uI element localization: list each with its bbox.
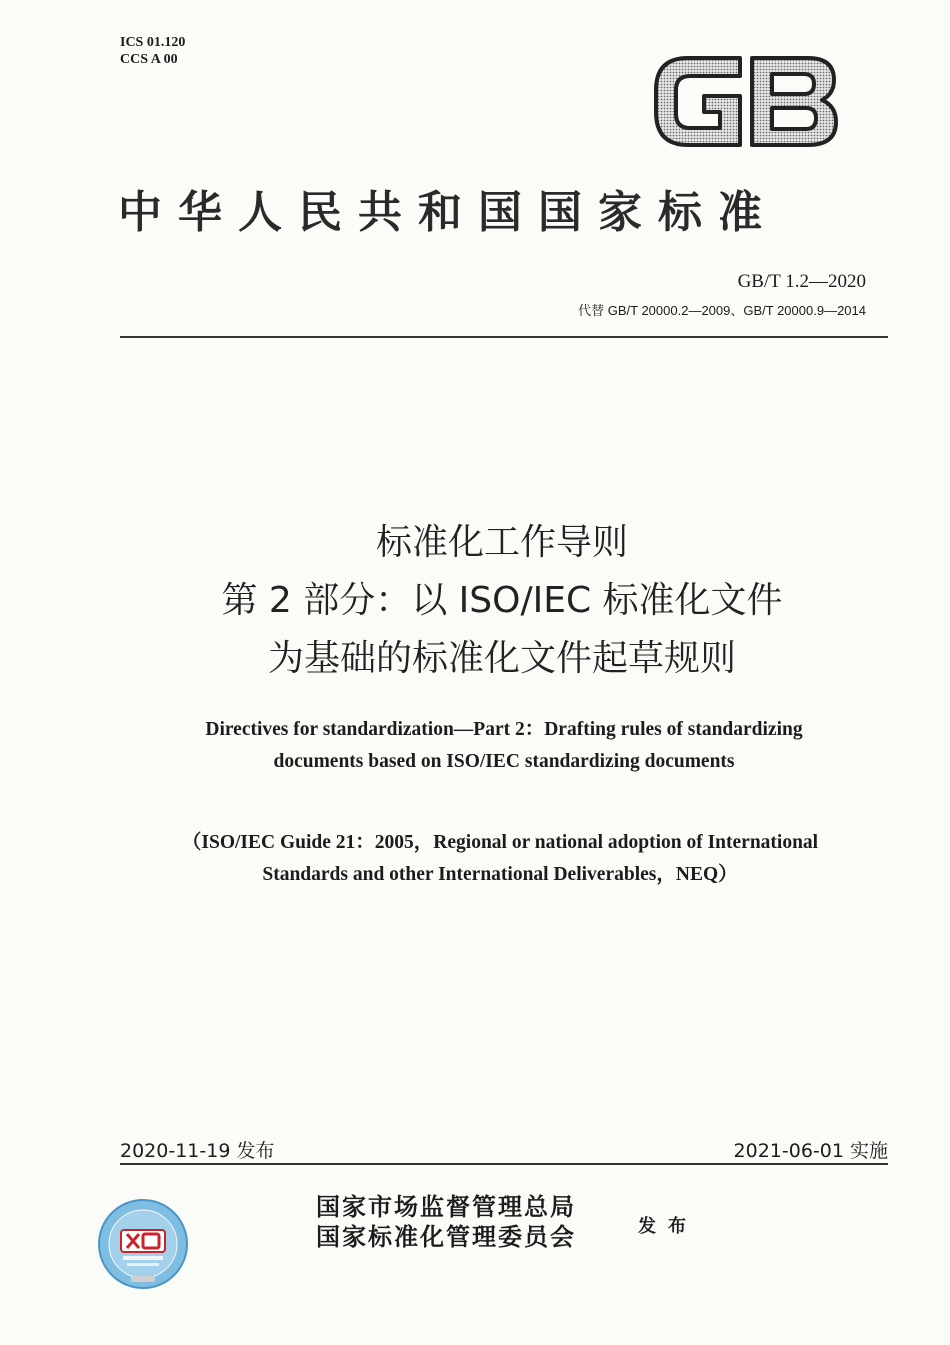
gb-logo: [648, 50, 843, 153]
adoption-note: [0, 827, 950, 891]
chinese-title-line-2: 第 2 部分：以 ISO/IEC 标准化文件: [221, 580, 783, 621]
issue-date: 2020-11-19 发布: [120, 1140, 275, 1162]
ics-code: ICS 01.120: [120, 35, 186, 50]
chinese-title: [0, 514, 950, 688]
classification-codes: [120, 34, 185, 68]
national-standard-banner: 中华人民共和国国家标准: [118, 187, 778, 238]
adoption-line-1: （ISO/IEC Guide 21：2005，Regional or national adoption of International: [181, 832, 819, 853]
english-title-line-2: documents based on ISO/IEC standardizing documents: [273, 751, 735, 772]
issuer-sac: 国家标准化管理委员会: [316, 1222, 576, 1251]
standard-number: GB/T 1.2—2020: [737, 271, 866, 292]
header-divider: [120, 336, 888, 338]
issuing-authorities: [316, 1192, 576, 1252]
chinese-title-line-1: 标准化工作导则: [375, 522, 628, 563]
chinese-title-line-3: 为基础的标准化文件起草规则: [267, 638, 736, 679]
anti-counterfeit-seal-icon: [93, 1196, 193, 1292]
ccs-code: CCS A 00: [120, 52, 178, 67]
publish-label: 发布: [638, 1216, 698, 1237]
english-title-line-1: Directives for standardization—Part 2：Drafting rules of standardizing: [205, 719, 803, 740]
footer-divider: [120, 1163, 888, 1165]
issuer-samr: 国家市场监督管理总局: [316, 1192, 576, 1221]
replaces-note: 代替 GB/T 20000.2—2009、GB/T 20000.9—2014: [578, 303, 866, 318]
implementation-date: 2021-06-01 实施: [733, 1140, 888, 1162]
english-title: [0, 714, 950, 778]
adoption-line-2: Standards and other International Deliverables，NEQ）: [262, 864, 738, 885]
